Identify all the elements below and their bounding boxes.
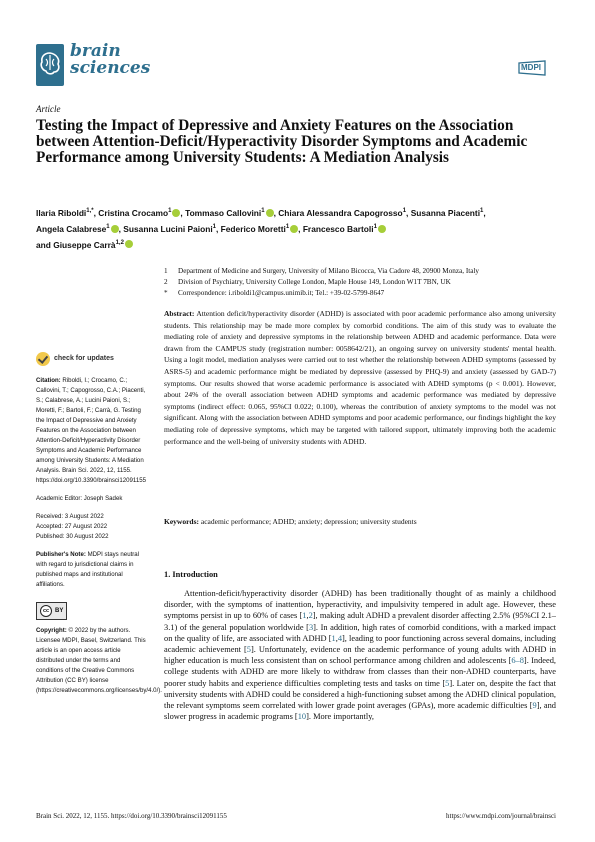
- author-list: Ilaria Riboldi$^{1,*}$, Cristina Crocamo$^1$ , Tommaso Callovini$^1$ , Chiara Alessandra Capogrosso$^1$, Susanna Piacenti$^1$, Angela Calabrese$^1$ , Susanna Lucini Paioni$^1$, Federico Moretti$^1$ , Francesco Bartoli$^1$ and Giuseppe Carrà$^{1,2}$: [36, 207, 486, 250]
- publisher-note: [36, 550, 148, 590]
- abstract-text: Attention deficit/hyperactivity disorder (ADHD) is associated with poor academic performance also among university students. This relationship may be made more complex by comorbid conditions. The aim of this study was to evaluate the mediating role of anxiety and depressive symptoms in the relationship between ADHD and academic performance. Data were drawn from the CAMPUS study (registration number: 0058642/21), an ongoing survey on university students' mental health. Using a logit model, mediation analyses were carried out to test whether the relationship between ADHD symptoms (assessed by ASRS-5) and academic performance might be mediated by depressive (assessed by PHQ-9) and anxiety (assessed by GAD-7) symptoms. Our results showed that worse academic performance is associated with ADHD symptoms (p < 0.001). However, about 24% of the overall association between ADHD symptoms and academic performance was mediated by depressive symptoms (indirect effect: 0.065, 95%CI 0.022; 0.100), whereas the contribution of anxiety symptoms to the model was not significant. Along with the association between ADHD symptoms and poor academic performance, our findings highlight the key mediating role of depressive symptoms, which may be targeted with tailored support, ultimately improving both the academic performance and the well-being of university students with ADHD.: [164, 309, 556, 446]
- affiliation-row: [164, 277, 564, 288]
- author-affiliation-mark: 1: [402, 208, 407, 214]
- orcid-icon[interactable]: [172, 209, 180, 217]
- cc-by-badge[interactable]: [36, 602, 67, 620]
- footer-citation: Brain Sci. 2022, 12, 1155. https://doi.org/10.3390/brainsci12091155: [36, 812, 227, 820]
- author-affiliation-mark: 1: [373, 223, 377, 230]
- orcid-icon[interactable]: [378, 225, 386, 233]
- check-updates-label: check for updates: [54, 355, 114, 363]
- affiliation-row: [164, 266, 564, 277]
- publisher-note-text: MDPI stays neutral with regard to jurisdictional claims in published maps and institutional affiliations.: [36, 551, 140, 588]
- orcid-icon[interactable]: [290, 225, 298, 233]
- citation-link[interactable]: 6–8: [511, 656, 524, 666]
- check-for-updates[interactable]: [36, 352, 148, 366]
- author-affiliation-mark: 1: [261, 208, 265, 214]
- cc-icon: cc: [40, 605, 52, 617]
- author-name: Angela Calabrese: [36, 223, 107, 234]
- citation-label: Citation:: [36, 377, 61, 384]
- citation-link[interactable]: 5: [445, 678, 450, 688]
- author-affiliation-mark: 1: [106, 223, 110, 230]
- orcid-icon[interactable]: [111, 225, 119, 233]
- citation-link[interactable]: 4: [337, 633, 342, 643]
- keywords: [164, 516, 556, 527]
- abstract-label: Abstract:: [164, 309, 195, 318]
- author-affiliation-mark: 1,2: [115, 239, 124, 246]
- affiliation-mark: *: [164, 289, 168, 297]
- section-title: Introduction: [172, 570, 218, 579]
- paper-title: Testing the Impact of Depressive and Anxiety Features on the Association between Attention-Deficit/Hyperactivity Disorder Symptoms and Academic Performance among University Students: A Mediation Analysis: [36, 117, 528, 166]
- author-name: Tommaso Callovini: [185, 207, 262, 218]
- affiliation-mark: 1: [164, 267, 168, 275]
- section-heading: [164, 570, 218, 579]
- keywords-text: academic performance; ADHD; anxiety; depression; university students: [200, 517, 417, 526]
- author-name: Susanna Lucini Paioni: [123, 223, 213, 234]
- copyright: [36, 626, 162, 696]
- date-accepted: Accepted: 27 August 2022: [36, 523, 108, 530]
- section-number: 1.: [164, 570, 171, 579]
- journal-logo: [36, 44, 64, 86]
- footer-url[interactable]: https://www.mdpi.com/journal/brainsci: [446, 812, 556, 820]
- orcid-icon[interactable]: [125, 240, 133, 248]
- citation-link[interactable]: 10: [297, 712, 307, 722]
- affiliation-text: Department of Medicine and Surgery, University of Milano Bicocca, Via Cadore 48, 20900 Monza, Italy: [178, 267, 480, 275]
- author-affiliation-mark: 1: [285, 223, 290, 230]
- orcid-icon[interactable]: [266, 209, 274, 217]
- date-received: Received: 3 August 2022: [36, 513, 104, 520]
- citation-link[interactable]: 3: [308, 622, 314, 632]
- sidebar: [36, 352, 162, 704]
- citation-link[interactable]: 1: [331, 633, 336, 643]
- abstract: [164, 308, 556, 447]
- page-footer: [36, 812, 556, 820]
- citation-text: Riboldi, I.; Crocamo, C.; Callovini, T.; Capogrosso, C.A.; Piacenti, S.; Calabrese, A.; Lucini Paioni, S.; Moretti, F.; Bartoli, F.; Carrà, G. Testing the Impact of Depressive and Anxiety Features on the Association between Attention-Deficit/Hyperactivity Disorder Symptoms and Academic Performance among University Students: A Mediation Analysis. Brain Sci. 2022, 12, 1155. https://doi.org/10.3390/brainsci12091155: [36, 377, 146, 484]
- author-name: Cristina Crocamo: [98, 207, 169, 218]
- author-affiliation-mark: 1: [480, 208, 484, 214]
- journal-name: [70, 43, 150, 77]
- affiliation-text: Correspondence: i.riboldi1@campus.unimib.it; Tel.: +39-02-5799-8647: [178, 289, 385, 297]
- citation-link[interactable]: 9: [532, 701, 537, 711]
- author-affiliation-mark: 1: [168, 208, 172, 214]
- check-updates-icon: [36, 352, 50, 366]
- publisher-note-label: Publisher's Note:: [36, 551, 86, 558]
- affiliation-row: [164, 288, 564, 299]
- keywords-label: Keywords:: [164, 517, 199, 526]
- author-affiliation-mark: 1,*: [86, 208, 94, 214]
- journal-name-line2: sciences: [70, 58, 151, 78]
- author-affiliation-mark: 1: [212, 223, 216, 230]
- citation-link[interactable]: 2: [308, 611, 313, 621]
- affiliation-text: Division of Psychiatry, University College London, Maple House 149, London W1T 7BN, UK: [178, 278, 451, 286]
- citation-link[interactable]: 5: [246, 645, 251, 655]
- academic-editor: Academic Editor: Joseph Sadek: [36, 495, 123, 502]
- author-name: Susanna Piacenti: [410, 207, 481, 218]
- intro-paragraph: Attention-deficit/hyperactivity disorder (ADHD) has been traditionally thought of as mainly a childhood disorder, with the symptoms of inattention, hyperactivity, and impulsivity tempered in adult age. However, these symptoms persist in up to 60% of cases [1,2], making adult ADHD a prevalent disorder affecting 2.5% (95%CI 2.1–3.1) of the general population worldwide [3]. In addition, high rates of comorbid conditions, with a marked impact on the quality of life, are associated with ADHD [1,4], leading to poor functioning across several domains, including academic achievement [5]. Unfortunately, evidence on the academic performance of young adults with ADHD in higher education is much less consistent than on school performance among children and adolescents [6–8]. Indeed, college students with ADHD are more likely to withdraw from classes than their non-ADHD counterparts, have poorer study habits and experience difficulties completing tests and tasks on time [5]. Later on, despite the fact that university students with ADHD could be considered a high-functioning subset among the ADHD clinical population, the relevant symptoms seem correlated with lower grade point averages (GPAs), more academic difficulties [9], and slower progress in academic programs [10]. More importantly,: [164, 589, 557, 722]
- affiliations: [164, 266, 564, 299]
- copyright-label: Copyright:: [36, 627, 67, 634]
- publisher-name: MDPI: [521, 63, 541, 72]
- date-published: Published: 30 August 2022: [36, 533, 109, 540]
- author-name: Francesco Bartoli: [302, 223, 374, 234]
- brain-logo-icon: [38, 50, 62, 78]
- journal-name-line1: brain: [70, 41, 121, 61]
- author-name: Federico Moretti: [220, 223, 286, 234]
- publisher-logo: [517, 60, 547, 76]
- author-name: Chiara Alessandra Capogrosso: [278, 207, 403, 218]
- citation-link[interactable]: 1: [302, 611, 307, 621]
- author-name: Ilaria Riboldi: [36, 207, 87, 218]
- citation: [36, 376, 148, 486]
- author-name: and Giuseppe Carrà: [36, 239, 116, 250]
- article-type: Article: [36, 104, 61, 114]
- affiliation-mark: 2: [164, 278, 168, 286]
- copyright-text: © 2022 by the authors. Licensee MDPI, Basel, Switzerland. This article is an open access article distributed under the terms and conditions of the Creative Commons Attribution (CC BY) license (https://creativecommons.org/licenses/by/4.0/).: [36, 627, 162, 694]
- cc-badge-label: BY: [55, 608, 64, 614]
